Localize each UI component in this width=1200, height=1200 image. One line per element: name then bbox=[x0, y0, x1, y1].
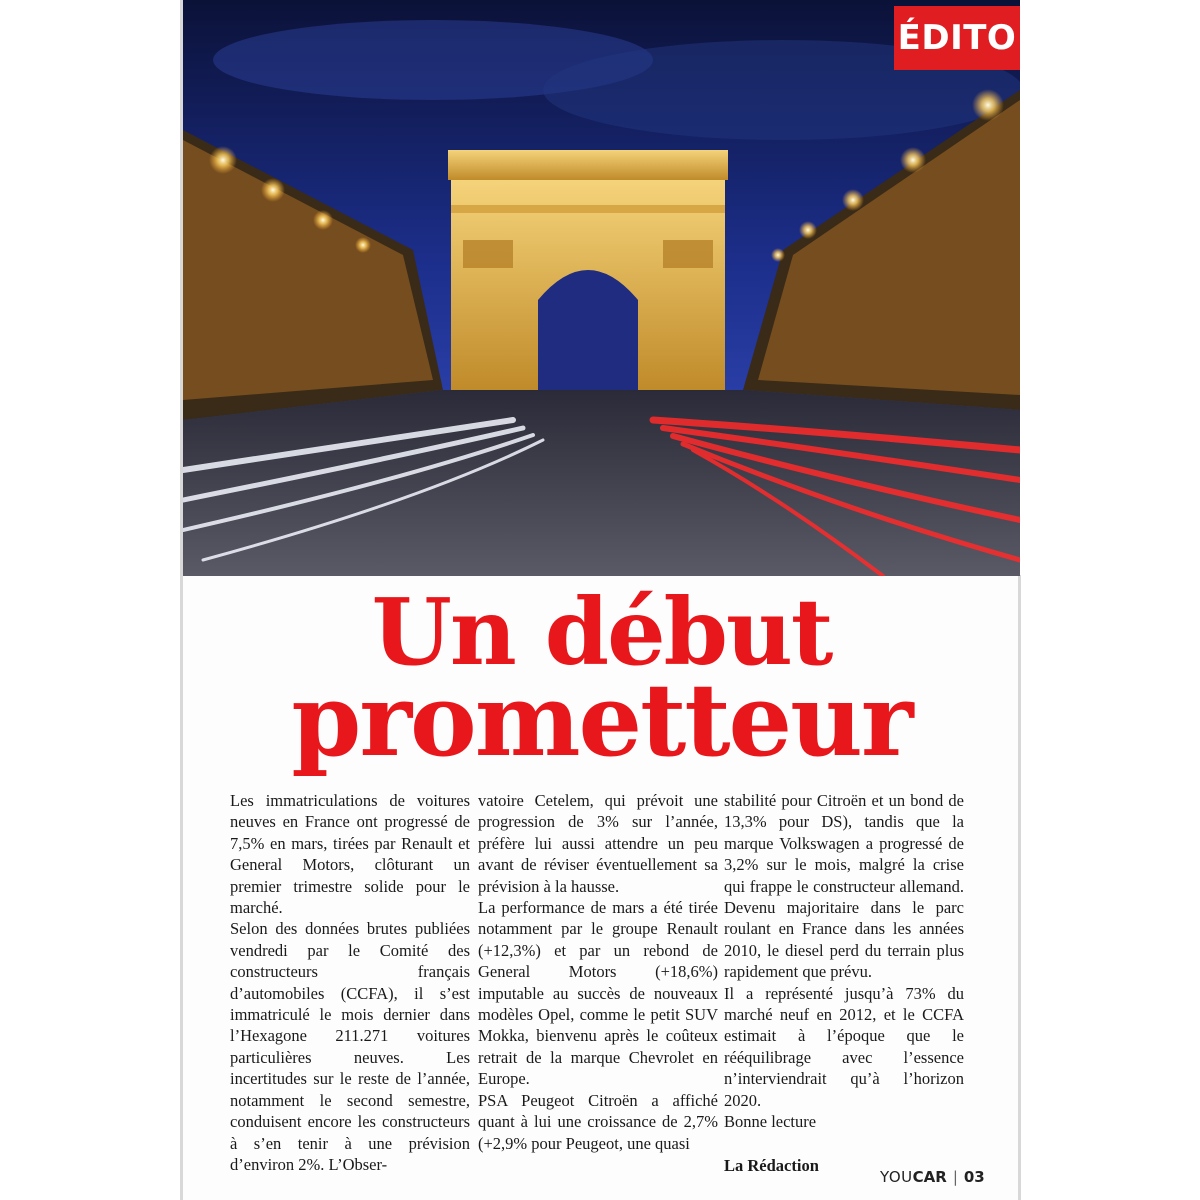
footer-brand-you: YOU bbox=[880, 1168, 913, 1186]
page-footer bbox=[880, 1168, 985, 1186]
paragraph: PSA Peugeot Citroën a affiché quant à lui une croissance de 2,7% (+2,9% pour Peugeot, une quasi bbox=[478, 1090, 718, 1153]
paragraph: stabilité pour Citroën et un bond de 13,3% pour DS), tandis que la marque Volkswagen a progressé de 3,2% sur le mois, malgré la crise qui frappe le constructeur allemand. Devenu majoritaire dans le parc roulant en France dans les années 2010, le diesel perd du terrain plus rapidement que prévu. bbox=[724, 791, 964, 982]
article-column-3 bbox=[724, 790, 964, 1176]
paragraph: Les immatriculations de voitures neuves en France ont progressé de 7,5% en mars, tirées par Renault et General Motors, clôturant un premier trimestre solide pour le marché. bbox=[230, 791, 470, 918]
footer-separator: | bbox=[952, 1168, 958, 1186]
signature: La Rédaction bbox=[724, 1155, 819, 1175]
arc-de-triomphe-night-photo bbox=[183, 0, 1020, 576]
page-number: 03 bbox=[963, 1168, 985, 1186]
section-badge-edito: ÉDITO bbox=[894, 6, 1020, 70]
article-column-2 bbox=[478, 790, 718, 1154]
paragraph: Selon des données brutes publiées vendredi par le Comité des constructeurs français d’automobiles (CCFA), il s’est immatriculé le mois dernier dans l’Hexagone 211.271 voitures particulières neuves. Les incertitudes sur le reste de l’année, notamment le second semestre, conduisent encore les constructeurs à s’en tenir à une prévision d’environ 2%. L’Obser- bbox=[230, 919, 470, 1174]
paragraph: Il a représenté jusqu’à 73% du marché neuf en 2012, et le CCFA estimait à l’époque que le rééquilibrage avec l’essence n’interviendrait qu’à l’horizon 2020. bbox=[724, 983, 964, 1110]
footer-brand-car: CAR bbox=[912, 1168, 947, 1186]
paragraph: La performance de mars a été tirée notamment par le groupe Renault (+12,3%) et par un rebond de General Motors (+18,6%) imputable au succès de nouveaux modèles Opel, comme le petit SUV Mokka, bienvenu après le coûteux retrait de la marque Chevrolet en Europe. bbox=[478, 898, 718, 1089]
closing-line: Bonne lecture bbox=[724, 1112, 817, 1132]
headline-line-2: prometteur bbox=[291, 661, 912, 779]
article-column-1 bbox=[230, 790, 470, 1175]
paragraph: vatoire Cetelem, qui prévoit une progression de 3% sur l’année, préfère lui aussi attendre un peu avant de réviser éventuellement sa prévision à la hausse. bbox=[478, 791, 718, 896]
headline-line-1: Un début bbox=[371, 578, 832, 686]
